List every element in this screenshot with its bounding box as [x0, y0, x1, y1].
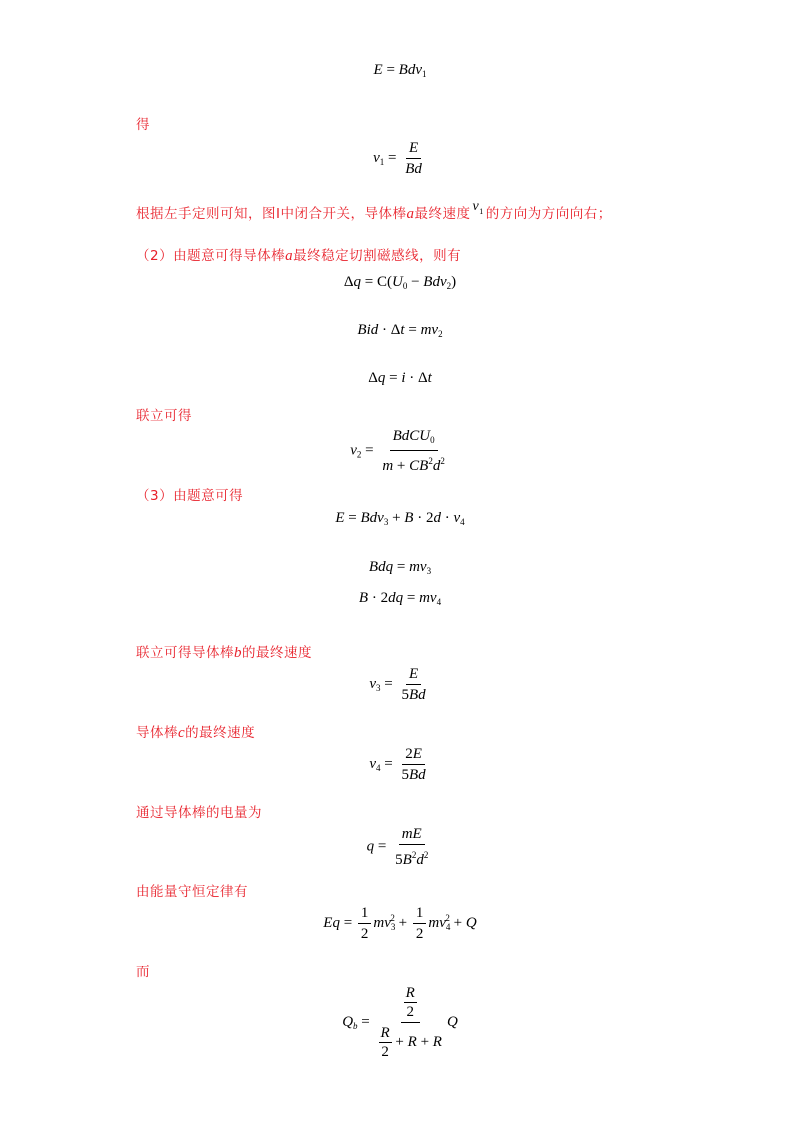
equation-charge: q = $\frac{mE}{5B^2d^2}$ — [366, 826, 429, 868]
text-lianli-b: 联立可得导体棒b的最终速度 — [136, 645, 312, 661]
text-left-hand-rule: 根据左手定则可知，图Ⅰ中闭合开关，导体棒a最终速度 $v_1$ 的方向为方向向右； — [136, 199, 612, 222]
text-de: 得 — [136, 117, 150, 133]
equation-emf: E = Bdv$_1$ — [373, 62, 427, 79]
equation-emf-total: $E = Bdv_3 + B \cdot 2d \cdot v_4$ — [335, 510, 465, 527]
equation-bdq: Bdq = $mv_3$ — [368, 559, 432, 576]
equation-momentum: Bid · $\Delta t = mv_2$ — [357, 322, 443, 339]
text-lianli: 联立可得 — [136, 408, 192, 424]
equation-v2: $v_2$ = $\frac{BdCU_0}{m + CB^2d^2}$ — [350, 428, 445, 474]
equation-energy: Eq = $\frac{1}{2}$ $mv_3^2$ + $\frac{1}{2}$ $mv_4^2 + Q$ — [323, 905, 477, 942]
equation-v4: $v_4$ = $\frac{2E}{5Bd}$ — [369, 746, 426, 783]
equation-delta-q-current: Δq = i · Δt — [368, 370, 432, 386]
equation-b2dq: $B \cdot 2dq = mv_4$ — [358, 590, 442, 607]
equation-qb: $Q_b$ = $\frac{R}{2}$ $\frac{R}{2}$ + R + R Q — [342, 985, 458, 1060]
text-energy: 由能量守恒定律有 — [136, 884, 248, 900]
equation-delta-q-capacitor: $\Delta q = C(U_0 - Bdv_2)$ — [343, 274, 457, 291]
text-er: 而 — [136, 964, 150, 980]
equation-v1: $v_1$ = $\frac{E}{Bd}$ — [373, 140, 422, 177]
symbol-v1: $v_1$ — [472, 199, 484, 216]
equation-v3: $v_3$ = $\frac{E}{5Bd}$ — [369, 666, 426, 703]
text-charge: 通过导体棒的电量为 — [136, 805, 262, 821]
text-part3: （3）由题意可得 — [136, 488, 244, 504]
text-part2: （2）由题意可得导体棒a最终稳定切割磁感线，则有 — [136, 248, 462, 264]
text-bang-c: 导体棒c的最终速度 — [136, 725, 256, 741]
